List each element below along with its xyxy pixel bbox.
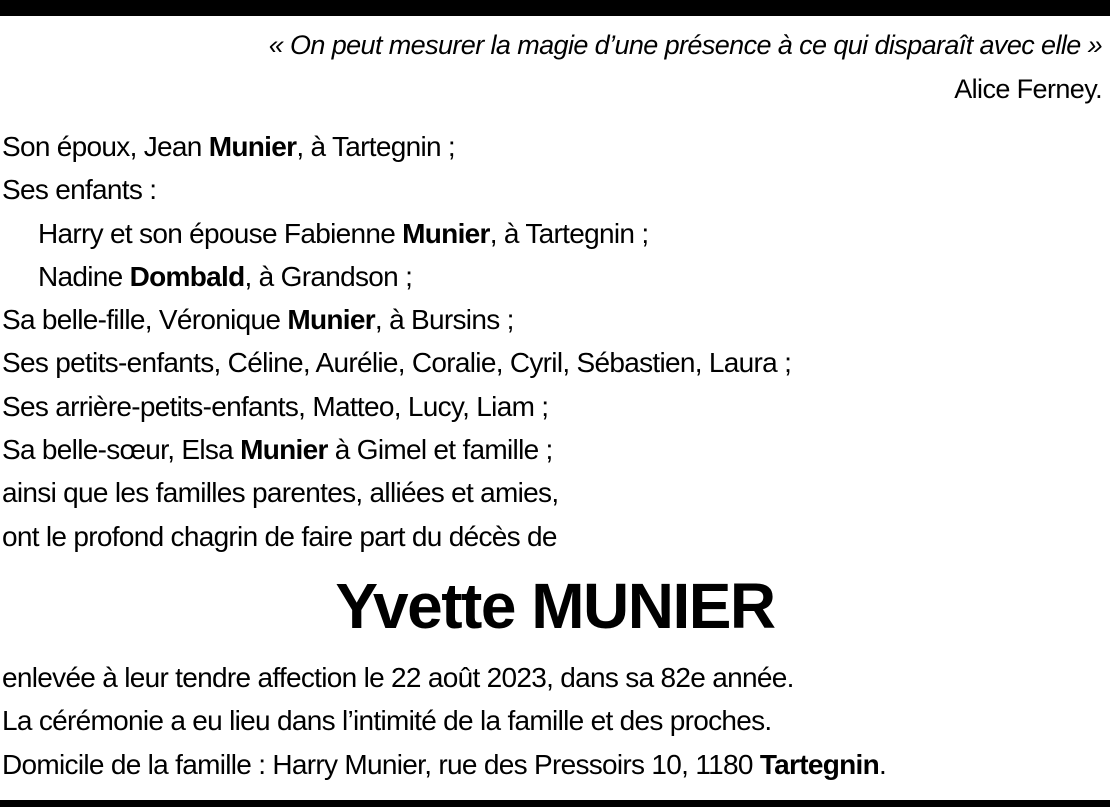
relatives-line: ainsi que les familles parentes, alliées et amies, <box>2 477 559 509</box>
closing-text <box>2 656 886 786</box>
child-line-1 <box>2 212 791 255</box>
sister-in-law-surname: Munier <box>240 434 328 466</box>
daughter-in-law-text: Sa belle-fille, Véronique <box>2 304 288 336</box>
child2-surname: Dombald <box>129 260 245 292</box>
death-line: enlevée à leur tendre affection le 22 août 2023, dans sa 82e année. <box>2 662 794 693</box>
child1-text: Harry et son épouse Fabienne <box>38 217 403 249</box>
spouse-line <box>2 125 791 168</box>
child2-place: , à Grandson ; <box>244 260 413 292</box>
ceremony-line: La cérémonie a eu lieu dans l’intimité de la famille et des proches. <box>2 705 772 737</box>
domicile-town: Tartegnin <box>759 748 880 780</box>
top-border <box>0 0 1110 16</box>
child1-surname: Munier <box>402 217 490 249</box>
epigraph-author: Alice Ferney. <box>954 74 1102 104</box>
grandchildren-line: Ses petits-enfants, Céline, Aurélie, Coralie, Cyril, Sébastien, Laura ; <box>2 347 792 379</box>
daughter-in-law-place: , à Bursins ; <box>374 304 514 336</box>
great-grandchildren-line: Ses arrière-petits-enfants, Matteo, Lucy, Liam ; <box>2 390 549 422</box>
children-heading: Ses enfants : <box>2 174 157 206</box>
announcement-line: ont le profond chagrin de faire part du décès de <box>2 520 557 552</box>
spouse-surname: Munier <box>208 131 297 162</box>
epigraph-quote: « On peut mesurer la magie d’une présence à ce qui disparaît avec elle » <box>268 30 1102 60</box>
sister-in-law-text: Sa belle-sœur, Elsa <box>2 434 241 466</box>
spouse-text: Son époux, Jean <box>2 131 209 162</box>
child2-text: Nadine <box>38 260 130 292</box>
daughter-in-law-line <box>2 298 791 341</box>
sister-in-law-place: à Gimel et famille ; <box>327 434 553 466</box>
child1-place: , à Tartegnin ; <box>489 217 649 249</box>
daughter-in-law-surname: Munier <box>287 304 375 336</box>
deceased-name: Yvette MUNIER <box>335 570 775 642</box>
sister-in-law-line <box>2 428 791 471</box>
spouse-place: , à Tartegnin ; <box>296 131 455 162</box>
child-line-2 <box>2 255 791 298</box>
domicile-line <box>2 743 886 786</box>
domicile-text: Domicile de la famille : Harry Munier, rue des Pressoirs 10, 1180 <box>2 748 760 780</box>
domicile-end: . <box>879 748 887 780</box>
bottom-border <box>0 800 1110 807</box>
family-list <box>2 125 791 558</box>
